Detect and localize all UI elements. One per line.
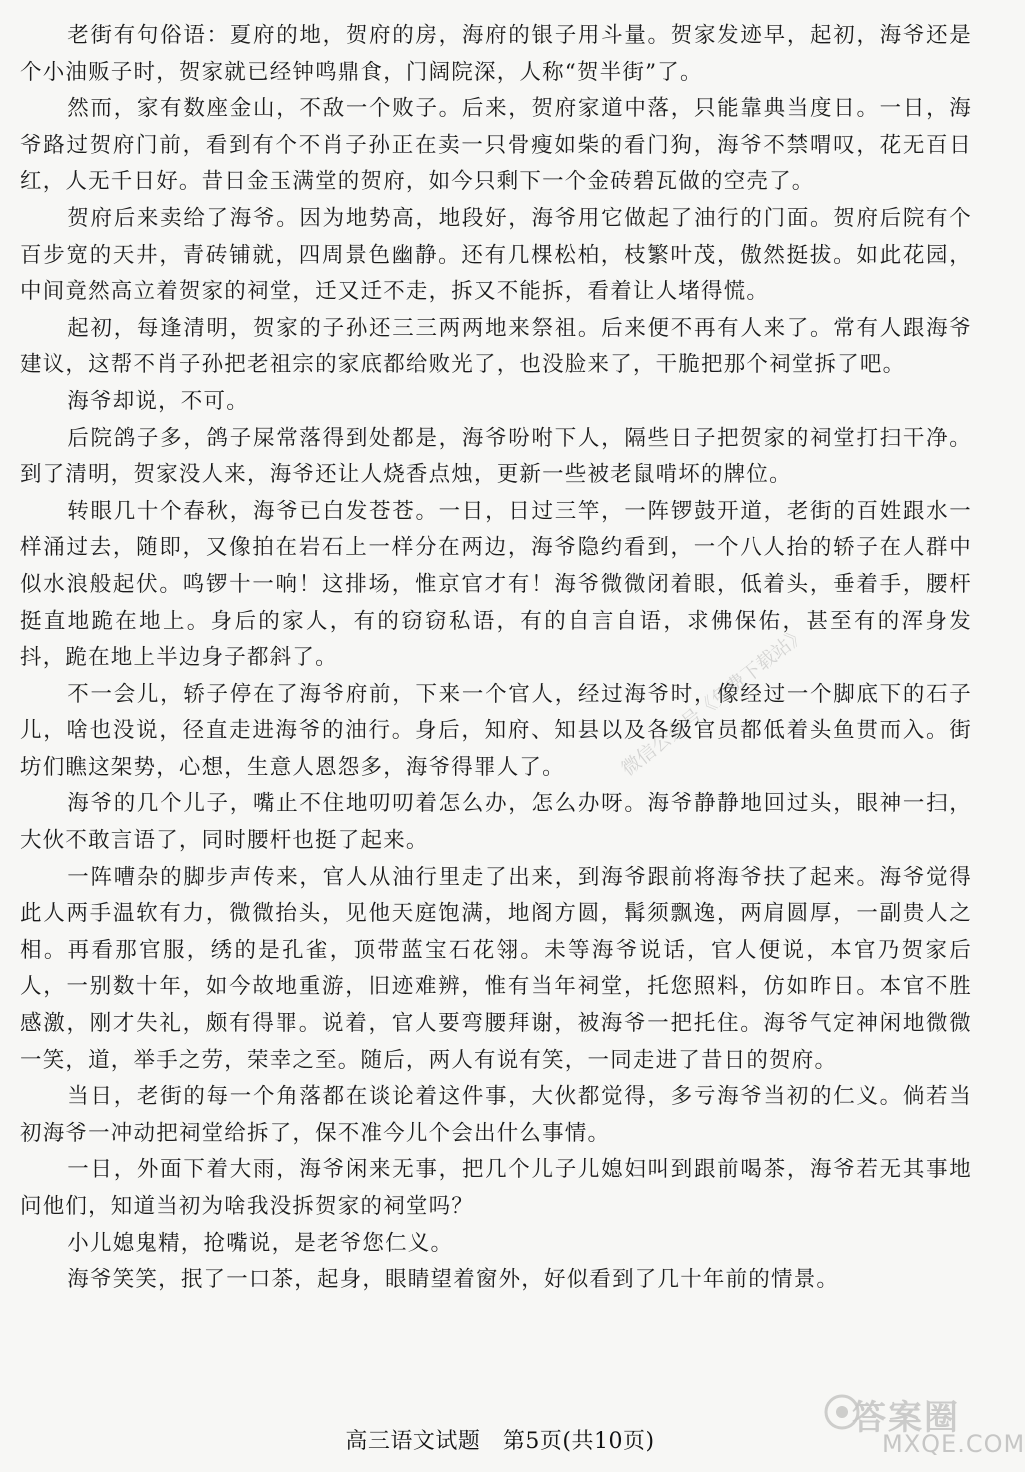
- paragraph: 一阵嘈杂的脚步声传来，官人从油行里走了出来，到海爷跟前将海爷扶了起来。海爷觉得此人两手温软有力，微微抬头，见他天庭饱满，地阁方圆，髯须飘逸，两肩圆厚，一副贵人之相。再看那官服，绣的是孔雀，顶带蓝宝石花翎。未等海爷说话，官人便说，本官乃贺家后人，一别数十年，如今故地重游，旧迹难辨，惟有当年祠堂，托您照料，仿如昨日。本官不胜感激，刚才失礼，颇有得罪。说着，官人要弯腰拜谢，被海爷一把托住。海爷气定神闲地微微一笑，道，举手之劳，荣幸之至。随后，两人有说有笑，一同走进了昔日的贺府。: [20, 864, 972, 1073]
- page-footer: 高三语文试题 第5页(共10页): [345, 1429, 655, 1454]
- paragraph: 后院鸽子多，鸽子屎常落得到处都是，海爷吩咐下人，隔些日子把贺家的祠堂打扫干净。到了清明，贺家没人来，海爷还让人烧香点烛，更新一些被老鼠啃坏的牌位。: [20, 425, 972, 488]
- paragraph: 老街有句俗语：夏府的地，贺府的房，海府的银子用斗量。贺家发迹早，起初，海爷还是个小油贩子时，贺家就已经钟鸣鼎食，门阔院深，人称“贺半街”了。: [20, 23, 972, 85]
- watermark-text: 微信公众号《免费下载站》: [617, 622, 811, 781]
- paragraph: 转眼几十个春秋，海爷已白发苍苍。一日，日过三竿，一阵锣鼓开道，老街的百姓跟水一样涌过去，随即，又像拍在岩石上一样分在两边，海爷隐约看到，一个八人抬的轿子在人群中似水浪般起伏。鸣锣十一响！这排场，惟京官才有！海爷微微闭着眼，低着头，垂着手，腰杆挺直地跪在地上。身后的家人，有的窃窃私语，有的自言自语，求佛保佑，甚至有的浑身发抖，跪在地上半边身子都斜了。: [20, 498, 972, 671]
- paragraph: 贺府后来卖给了海爷。因为地势高，地段好，海爷用它做起了油行的门面。贺府后院有个百步宽的天井，青砖铺就，四周景色幽静。还有几棵松柏，枝繁叶茂，傲然挺拔。如此花园，中间竟然高立着贺家的祠堂，迁又迁不走，拆又不能拆，看着让人堵得慌。: [20, 205, 972, 305]
- paragraph: 不一会儿，轿子停在了海爷府前，下来一个官人，经过海爷时，像经过一个脚底下的石子儿，啥也没说，径直走进海爷的油行。身后，知府、知县以及各级官员都低着头鱼贯而入。街坊们瞧这架势，心想，生意人恩怨多，海爷得罪人了。: [20, 681, 972, 780]
- paragraph: 海爷笑笑，抿了一口茶，起身，眼睛望着窗外，好似看到了几十年前的情景。: [67, 1267, 840, 1293]
- document-body: [20, 18, 972, 1299]
- paragraph: 小儿媳鬼精，抢嘴说，是老爷您仁义。: [67, 1230, 454, 1256]
- logo-sub-text: MXQE.COM: [882, 1430, 1025, 1458]
- paragraph: 当日，老街的每一个角落都在谈论着这件事，大伙都觉得，多亏海爷当初的仁义。倘若当初海爷一冲动把祠堂给拆了，保不准今儿个会出什么事情。: [20, 1084, 972, 1146]
- paragraph: 起初，每逢清明，贺家的子孙还三三两两地来祭祖。后来便不再有人来了。常有人跟海爷建议，这帮不肖子孙把老祖宗的家底都给败光了，也没脸来了，干脆把那个祠堂拆了吧。: [20, 315, 972, 378]
- paragraph: 海爷却说，不可。: [67, 388, 249, 414]
- paragraph: 一日，外面下着大雨，海爷闲来无事，把几个儿子儿媳妇叫到跟前喝茶，海爷若无其事地问他们，知道当初为啥我没拆贺家的祠堂吗？: [20, 1157, 972, 1219]
- site-logo: [822, 1386, 1025, 1466]
- logo-main-text: 答案圈: [852, 1398, 960, 1438]
- paragraph: 然而，家有数座金山，不敌一个败子。后来，贺府家道中落，只能靠典当度日。一日，海爷路过贺府门前，看到有个不肖子孙正在卖一只骨瘦如柴的看门狗，海爷不禁喟叹，花无百日红，人无千日好。昔日金玉满堂的贺府，如今只剩下一个金砖碧瓦做的空壳了。: [20, 96, 972, 195]
- paragraph: 海爷的几个儿子，嘴止不住地叨叨着怎么办，怎么办呀。海爷静静地回过头，眼神一扫，大伙不敢言语了，同时腰杆也挺了起来。: [20, 791, 972, 854]
